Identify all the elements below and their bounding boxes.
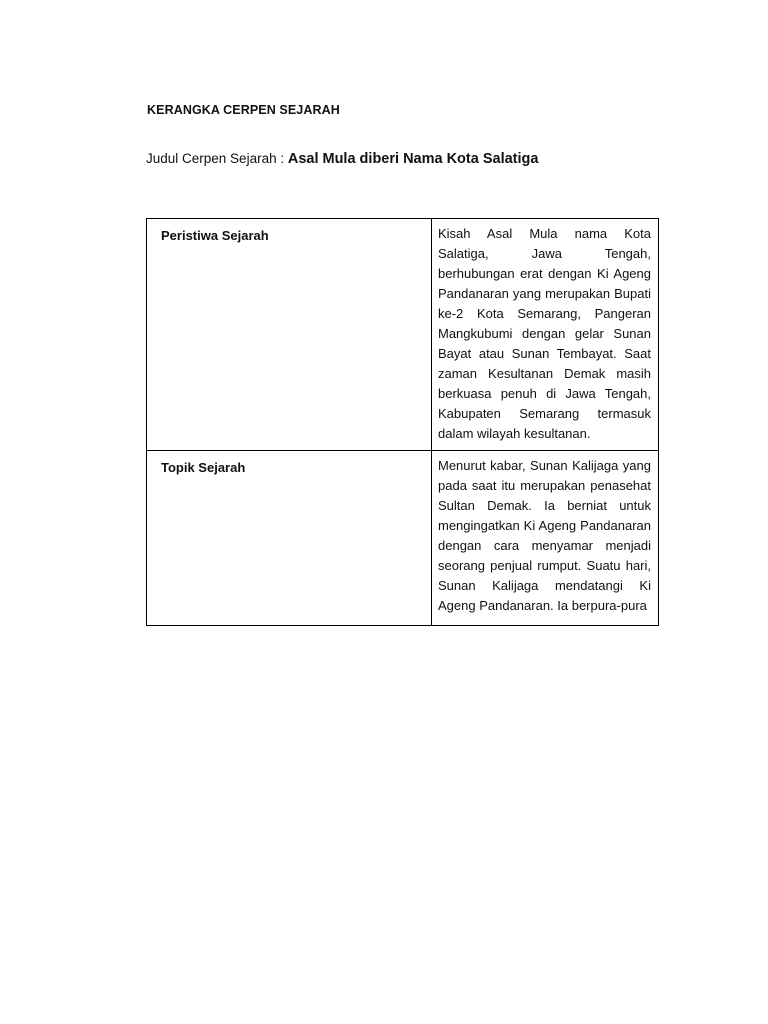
story-title-value: Asal Mula diberi Nama Kota Salatiga (287, 151, 539, 167)
row-label-peristiwa-sejarah: Peristiwa Sejarah (147, 219, 432, 451)
table-row (147, 219, 659, 451)
row-label-topik-sejarah: Topik Sejarah (147, 451, 432, 626)
story-title-label: Judul Cerpen Sejarah : (146, 151, 288, 166)
framework-table (146, 218, 659, 626)
document-heading: KERANGKA CERPEN SEJARAH (147, 103, 340, 117)
row-content-topik-sejarah: Menurut kabar, Sunan Kalijaga yang pada saat itu merupakan penasehat Sultan Demak. Ia berniat untuk mengingatkan Ki Ageng Pandanaran dengan cara menyamar menjadi seorang penjual rumput. Suatu hari, Sunan Kalijaga mendatangi Ki Ageng Pandanaran. Ia berpura-pura (432, 451, 659, 626)
story-title-line (146, 151, 538, 167)
row-content-peristiwa-sejarah: Kisah Asal Mula nama Kota Salatiga, Jawa Tengah, berhubungan erat dengan Ki Ageng Pandanaran yang merupakan Bupati ke-2 Kota Semarang, Pangeran Mangkubumi dengan gelar Sunan Bayat atau Sunan Tembayat. Saat zaman Kesultanan Demak masih berkuasa penuh di Jawa Tengah, Kabupaten Semarang termasuk dalam wilayah kesultanan. (432, 219, 659, 451)
table-row (147, 451, 659, 626)
